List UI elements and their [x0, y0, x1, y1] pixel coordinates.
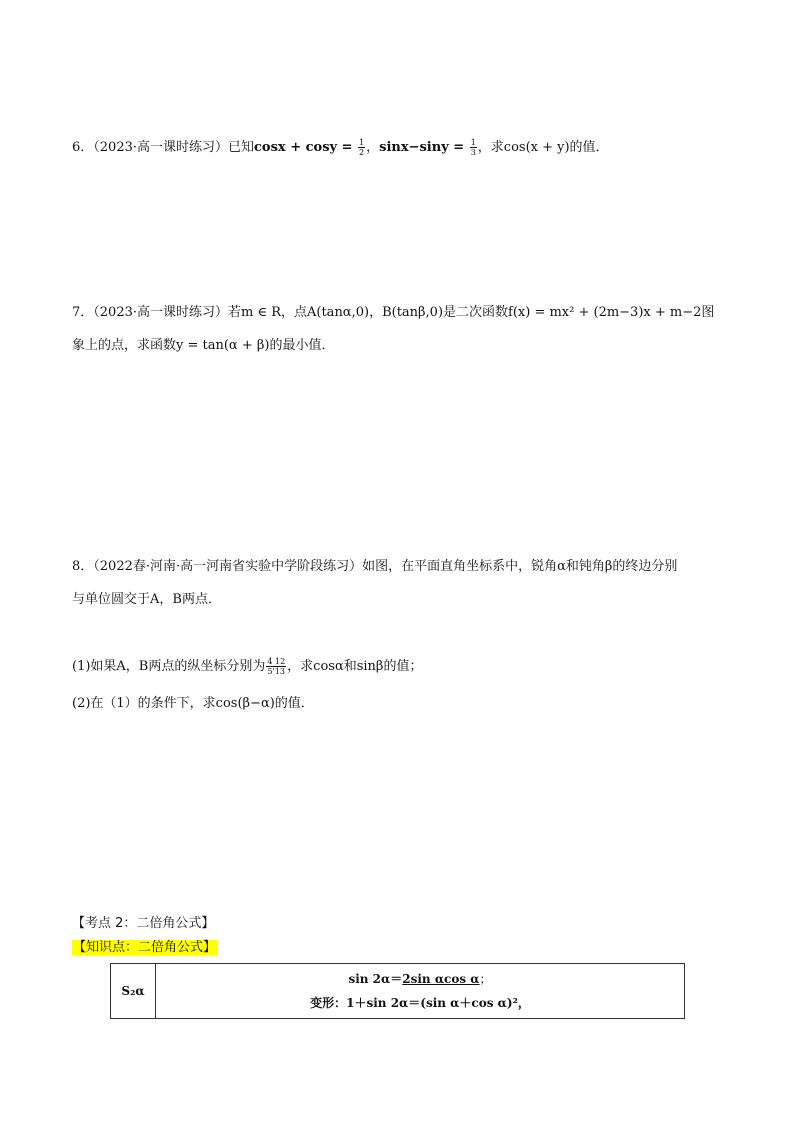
- formula-label: S₂α: [111, 964, 156, 1019]
- q6-eq1: cosx + cosy =: [254, 140, 358, 155]
- formula-row-1: sin 2α＝2sin αcos α；: [348, 972, 492, 986]
- formula-table: [110, 963, 685, 1019]
- kaodian-heading: 【考点 2：二倍角公式】: [72, 916, 215, 931]
- q7-text-1: 若m ∈ R，点A(tanα,0)，B(tanβ,0)是二次函数f(x) = mx² + (2m−3)x + m−2图: [228, 305, 715, 320]
- question-8-line-1: [72, 557, 677, 577]
- q6-ask: ，求cos(x + y)的值．: [477, 140, 609, 155]
- formula-content: [156, 964, 685, 1019]
- formula-row-2: 变形：1＋sin 2α＝(sin α＋cos α)²，: [310, 996, 530, 1010]
- q8-text-1: 如图，在平面直角坐标系中，锐角α和钝角β的终边分别: [362, 559, 678, 574]
- q8-part1-pre: (1)如果A，B两点的纵坐标分别为: [72, 659, 266, 674]
- q6-lead: 已知: [228, 140, 255, 155]
- q7-source: （2023·高一课时练习）: [93, 305, 228, 320]
- q8-text-2: 与单位圆交于A，B两点．: [72, 592, 221, 607]
- q7-text-2: 象上的点，求函数y = tan(α + β)的最小值．: [72, 338, 335, 353]
- zhishi-heading-wrap: [72, 938, 217, 958]
- q6-frac1: $\frac{1}{2}$: [359, 138, 365, 157]
- question-8-part-2: [72, 694, 314, 714]
- question-8-part-1: [72, 657, 422, 677]
- q8-source: （2022春·河南·高一河南省实验中学阶段练习）: [93, 559, 363, 574]
- question-7-line-1: [72, 303, 714, 323]
- q8-part1-values: $\frac{4 12}{5'13}$: [267, 657, 286, 676]
- q6-frac2: $\frac{1}{3}$: [470, 138, 476, 157]
- q6-source: （2023·高一课时练习）: [93, 140, 228, 155]
- q7-number: 7．: [72, 305, 94, 320]
- q6-eq2: sinx−siny =: [379, 140, 469, 155]
- question-7-line-2: [72, 336, 334, 356]
- zhishi-heading: 【知识点：二倍角公式】: [73, 940, 217, 955]
- q6-sep: ，: [366, 140, 380, 155]
- q8-part1-post: ，求cosα和sinβ的值；: [287, 659, 423, 674]
- q8-part2: (2)在（1）的条件下，求cos(β−α)的值．: [72, 696, 314, 711]
- question-8-line-2: [72, 590, 221, 610]
- q6-number: 6．: [72, 140, 94, 155]
- q8-number: 8．: [72, 559, 94, 574]
- question-6: [72, 138, 609, 158]
